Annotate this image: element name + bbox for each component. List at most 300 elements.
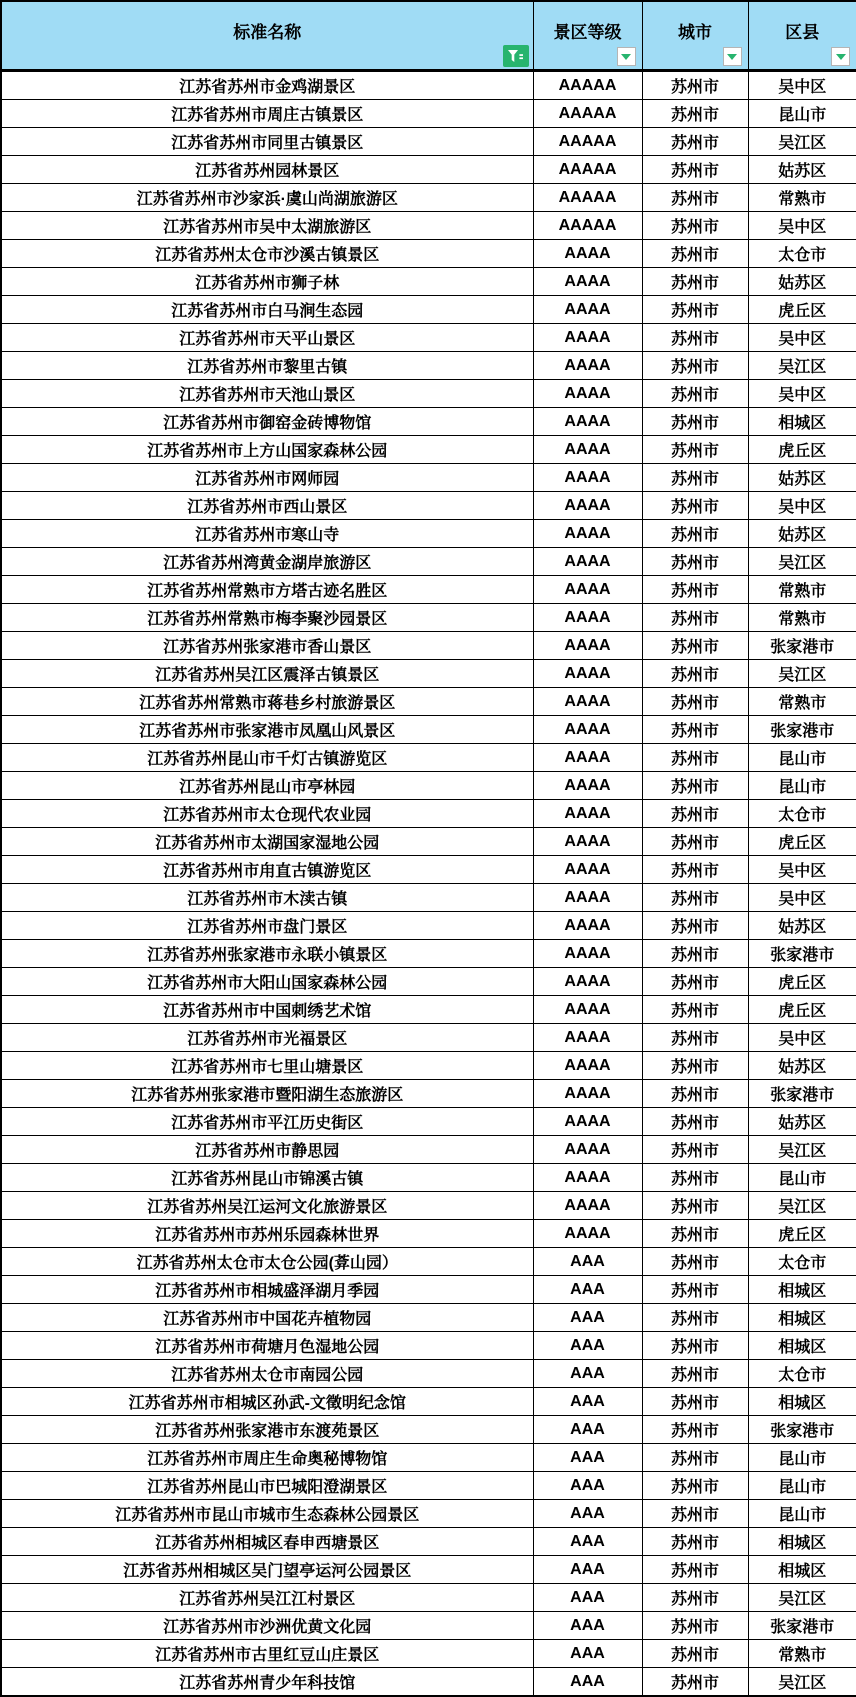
table-row: [1, 1388, 856, 1416]
table-row: [1, 800, 856, 828]
name-cell[interactable]: 江苏省苏州常熟市蒋巷乡村旅游景区: [1, 688, 533, 716]
name-cell[interactable]: 江苏省苏州市相城盛泽湖月季园: [1, 1276, 533, 1304]
city-cell[interactable]: 苏州市: [642, 576, 748, 604]
level-cell[interactable]: AAAA: [533, 380, 642, 408]
name-cell[interactable]: 江苏省苏州市白马涧生态园: [1, 296, 533, 324]
level-cell[interactable]: AAAA: [533, 492, 642, 520]
district-cell[interactable]: 姑苏区: [748, 520, 856, 548]
city-cell[interactable]: 苏州市: [642, 1332, 748, 1360]
level-cell[interactable]: AAA: [533, 1668, 642, 1697]
district-cell[interactable]: 太仓市: [748, 800, 856, 828]
table-row: [1, 1276, 856, 1304]
name-cell[interactable]: 江苏省苏州张家港市永联小镇景区: [1, 940, 533, 968]
level-cell[interactable]: AAAA: [533, 1220, 642, 1248]
chevron-down-icon: [836, 54, 846, 60]
city-cell[interactable]: 苏州市: [642, 1556, 748, 1584]
chevron-down-icon: [727, 54, 737, 60]
name-cell[interactable]: 江苏省苏州市周庄生命奥秘博物馆: [1, 1444, 533, 1472]
district-cell[interactable]: 张家港市: [748, 1416, 856, 1444]
name-cell[interactable]: 江苏省苏州市古里红豆山庄景区: [1, 1640, 533, 1668]
level-cell[interactable]: AAAAA: [533, 71, 642, 100]
district-cell[interactable]: 常熟市: [748, 1640, 856, 1668]
district-cell[interactable]: 常熟市: [748, 604, 856, 632]
level-cell[interactable]: AAA: [533, 1276, 642, 1304]
name-cell[interactable]: 江苏省苏州市沙洲优黄文化园: [1, 1612, 533, 1640]
district-cell[interactable]: 吴江区: [748, 1668, 856, 1697]
level-cell[interactable]: AAAA: [533, 828, 642, 856]
district-cell[interactable]: 吴江区: [748, 548, 856, 576]
city-cell[interactable]: 苏州市: [642, 1220, 748, 1248]
city-cell[interactable]: 苏州市: [642, 1080, 748, 1108]
level-cell[interactable]: AAA: [533, 1332, 642, 1360]
city-cell[interactable]: 苏州市: [642, 884, 748, 912]
name-cell[interactable]: 江苏省苏州张家港市香山景区: [1, 632, 533, 660]
district-cell[interactable]: 虎丘区: [748, 828, 856, 856]
city-cell[interactable]: 苏州市: [642, 492, 748, 520]
level-cell[interactable]: AAA: [533, 1612, 642, 1640]
district-cell[interactable]: 吴江区: [748, 352, 856, 380]
level-cell[interactable]: AAA: [533, 1584, 642, 1612]
column-header-city[interactable]: [642, 1, 748, 71]
level-cell[interactable]: AAAAA: [533, 100, 642, 128]
table-row: [1, 268, 856, 296]
level-cell[interactable]: AAAA: [533, 1052, 642, 1080]
city-cell[interactable]: 苏州市: [642, 1108, 748, 1136]
district-cell[interactable]: 相城区: [748, 408, 856, 436]
name-cell[interactable]: 江苏省苏州太仓市太仓公园(葊山园）: [1, 1248, 533, 1276]
table-row: [1, 1248, 856, 1276]
level-cell[interactable]: AAA: [533, 1304, 642, 1332]
table-row: [1, 1080, 856, 1108]
level-cell[interactable]: AAAA: [533, 296, 642, 324]
district-cell[interactable]: 张家港市: [748, 940, 856, 968]
district-cell[interactable]: 姑苏区: [748, 268, 856, 296]
district-cell[interactable]: 昆山市: [748, 1444, 856, 1472]
level-cell[interactable]: AAAA: [533, 436, 642, 464]
level-cell[interactable]: AAAA: [533, 1108, 642, 1136]
city-cell[interactable]: 苏州市: [642, 1388, 748, 1416]
table-row: [1, 968, 856, 996]
district-cell[interactable]: 吴江区: [748, 1584, 856, 1612]
name-cell[interactable]: 江苏省苏州张家港市暨阳湖生态旅游区: [1, 1080, 533, 1108]
city-cell[interactable]: 苏州市: [642, 772, 748, 800]
level-cell[interactable]: AAAAA: [533, 156, 642, 184]
city-cell[interactable]: 苏州市: [642, 716, 748, 744]
name-cell[interactable]: 江苏省苏州市天平山景区: [1, 324, 533, 352]
level-cell[interactable]: AAAA: [533, 884, 642, 912]
district-cell[interactable]: 常熟市: [748, 184, 856, 212]
district-cell[interactable]: 昆山市: [748, 100, 856, 128]
district-cell[interactable]: 张家港市: [748, 716, 856, 744]
table-row: [1, 436, 856, 464]
district-cell[interactable]: 昆山市: [748, 1164, 856, 1192]
table-row: [1, 1024, 856, 1052]
name-cell[interactable]: 江苏省苏州吴江运河文化旅游景区: [1, 1192, 533, 1220]
level-cell[interactable]: AAAAA: [533, 184, 642, 212]
name-cell[interactable]: 江苏省苏州昆山市亭林园: [1, 772, 533, 800]
name-cell[interactable]: 江苏省苏州市甪直古镇游览区: [1, 856, 533, 884]
district-cell[interactable]: 姑苏区: [748, 1052, 856, 1080]
column-header-name-label: 标准名称: [233, 23, 302, 42]
district-cell[interactable]: 张家港市: [748, 632, 856, 660]
level-cell[interactable]: AAAA: [533, 744, 642, 772]
column-header-level[interactable]: [533, 1, 642, 71]
level-cell[interactable]: AAAA: [533, 268, 642, 296]
district-cell[interactable]: 吴中区: [748, 380, 856, 408]
level-cell[interactable]: AAAA: [533, 520, 642, 548]
table-row: [1, 1136, 856, 1164]
level-cell[interactable]: AAAA: [533, 240, 642, 268]
district-cell[interactable]: 昆山市: [748, 1500, 856, 1528]
table-row: [1, 1304, 856, 1332]
city-cell[interactable]: 苏州市: [642, 828, 748, 856]
level-cell[interactable]: AAAA: [533, 1164, 642, 1192]
district-cell[interactable]: 常熟市: [748, 576, 856, 604]
city-cell[interactable]: 苏州市: [642, 912, 748, 940]
name-cell[interactable]: 江苏省苏州市中国刺绣艺术馆: [1, 996, 533, 1024]
level-cell[interactable]: AAAA: [533, 1136, 642, 1164]
name-cell[interactable]: 江苏省苏州市西山景区: [1, 492, 533, 520]
district-cell[interactable]: 吴江区: [748, 660, 856, 688]
level-cell[interactable]: AAAA: [533, 800, 642, 828]
city-cell[interactable]: 苏州市: [642, 184, 748, 212]
table-row: [1, 940, 856, 968]
level-cell[interactable]: AAAA: [533, 324, 642, 352]
header-row: [1, 1, 856, 71]
name-cell[interactable]: 江苏省苏州市天池山景区: [1, 380, 533, 408]
name-cell[interactable]: 江苏省苏州市太湖国家湿地公园: [1, 828, 533, 856]
level-filter-dropdown-button[interactable]: [617, 47, 636, 66]
chevron-down-icon: [621, 54, 631, 60]
name-cell[interactable]: 江苏省苏州市光福景区: [1, 1024, 533, 1052]
district-cell[interactable]: 吴中区: [748, 71, 856, 100]
city-cell[interactable]: 苏州市: [642, 1584, 748, 1612]
table-body: [1, 71, 856, 1697]
name-cell[interactable]: 江苏省苏州相城区吴门望亭运河公园景区: [1, 1556, 533, 1584]
level-cell[interactable]: AAAA: [533, 856, 642, 884]
name-cell[interactable]: 江苏省苏州市荷塘月色湿地公园: [1, 1332, 533, 1360]
table-row: [1, 1612, 856, 1640]
district-cell[interactable]: 姑苏区: [748, 1108, 856, 1136]
level-cell[interactable]: AAA: [533, 1500, 642, 1528]
city-cell[interactable]: 苏州市: [642, 1668, 748, 1697]
table-row: [1, 1192, 856, 1220]
city-cell[interactable]: 苏州市: [642, 1136, 748, 1164]
district-cell[interactable]: 张家港市: [748, 1612, 856, 1640]
city-cell[interactable]: 苏州市: [642, 996, 748, 1024]
level-cell[interactable]: AAAA: [533, 548, 642, 576]
level-cell[interactable]: AAAA: [533, 660, 642, 688]
city-cell[interactable]: 苏州市: [642, 1024, 748, 1052]
table-row: [1, 1668, 856, 1697]
city-cell[interactable]: 苏州市: [642, 1416, 748, 1444]
city-cell[interactable]: 苏州市: [642, 1500, 748, 1528]
level-cell[interactable]: AAA: [533, 1388, 642, 1416]
district-cell[interactable]: 吴江区: [748, 1136, 856, 1164]
city-cell[interactable]: 苏州市: [642, 744, 748, 772]
table-row: [1, 464, 856, 492]
table-row: [1, 716, 856, 744]
column-header-district-label: 区县: [785, 23, 820, 42]
table-row: [1, 1640, 856, 1668]
level-cell[interactable]: AAAA: [533, 576, 642, 604]
level-cell[interactable]: AAAA: [533, 940, 642, 968]
district-cell[interactable]: 相城区: [748, 1556, 856, 1584]
district-cell[interactable]: 虎丘区: [748, 1220, 856, 1248]
name-cell[interactable]: 江苏省苏州市网师园: [1, 464, 533, 492]
table-row: [1, 1220, 856, 1248]
city-cell[interactable]: 苏州市: [642, 380, 748, 408]
name-cell[interactable]: 江苏省苏州昆山市千灯古镇游览区: [1, 744, 533, 772]
name-cell[interactable]: 江苏省苏州市七里山塘景区: [1, 1052, 533, 1080]
name-cell[interactable]: 江苏省苏州市御窑金砖博物馆: [1, 408, 533, 436]
city-cell[interactable]: 苏州市: [642, 688, 748, 716]
city-cell[interactable]: 苏州市: [642, 71, 748, 100]
table-row: [1, 660, 856, 688]
level-cell[interactable]: AAA: [533, 1640, 642, 1668]
name-cell[interactable]: 江苏省苏州相城区春申西塘景区: [1, 1528, 533, 1556]
name-cell[interactable]: 江苏省苏州太仓市南园公园: [1, 1360, 533, 1388]
district-cell[interactable]: 相城区: [748, 1332, 856, 1360]
table-row: [1, 156, 856, 184]
district-cell[interactable]: 虎丘区: [748, 968, 856, 996]
name-cell[interactable]: 江苏省苏州市盘门景区: [1, 912, 533, 940]
level-cell[interactable]: AAA: [533, 1472, 642, 1500]
level-cell[interactable]: AAAA: [533, 1192, 642, 1220]
name-cell[interactable]: 江苏省苏州园林景区: [1, 156, 533, 184]
name-cell[interactable]: 江苏省苏州吴江江村景区: [1, 1584, 533, 1612]
level-cell[interactable]: AAAA: [533, 688, 642, 716]
name-cell[interactable]: 江苏省苏州昆山市巴城阳澄湖景区: [1, 1472, 533, 1500]
level-cell[interactable]: AAAA: [533, 968, 642, 996]
table-row: [1, 492, 856, 520]
district-cell[interactable]: 张家港市: [748, 1080, 856, 1108]
district-cell[interactable]: 吴中区: [748, 1024, 856, 1052]
level-cell[interactable]: AAA: [533, 1528, 642, 1556]
table-row: [1, 548, 856, 576]
district-cell[interactable]: 姑苏区: [748, 464, 856, 492]
city-cell[interactable]: 苏州市: [642, 968, 748, 996]
district-cell[interactable]: 常熟市: [748, 688, 856, 716]
city-cell[interactable]: 苏州市: [642, 408, 748, 436]
city-cell[interactable]: 苏州市: [642, 436, 748, 464]
table-row: [1, 1444, 856, 1472]
city-cell[interactable]: 苏州市: [642, 212, 748, 240]
city-cell[interactable]: 苏州市: [642, 520, 748, 548]
name-cell[interactable]: 江苏省苏州市黎里古镇: [1, 352, 533, 380]
level-cell[interactable]: AAA: [533, 1360, 642, 1388]
table-header: [1, 1, 856, 71]
district-cell[interactable]: 虎丘区: [748, 436, 856, 464]
city-cell[interactable]: 苏州市: [642, 1248, 748, 1276]
filter-funnel-button[interactable]: [503, 45, 529, 67]
name-cell[interactable]: 江苏省苏州市上方山国家森林公园: [1, 436, 533, 464]
level-cell[interactable]: AAAA: [533, 996, 642, 1024]
level-cell[interactable]: AAAA: [533, 912, 642, 940]
name-cell[interactable]: 江苏省苏州市寒山寺: [1, 520, 533, 548]
level-cell[interactable]: AAA: [533, 1248, 642, 1276]
column-header-level-label: 景区等级: [553, 23, 622, 42]
table-row: [1, 1528, 856, 1556]
name-cell[interactable]: 江苏省苏州市平江历史街区: [1, 1108, 533, 1136]
name-cell[interactable]: 江苏省苏州市昆山市城市生态森林公园景区: [1, 1500, 533, 1528]
city-cell[interactable]: 苏州市: [642, 1528, 748, 1556]
table-row: [1, 1052, 856, 1080]
name-cell[interactable]: 江苏省苏州市吴中太湖旅游区: [1, 212, 533, 240]
city-cell[interactable]: 苏州市: [642, 1640, 748, 1668]
column-header-district[interactable]: [748, 1, 856, 71]
district-cell[interactable]: 昆山市: [748, 772, 856, 800]
district-filter-dropdown-button[interactable]: [831, 47, 850, 66]
city-cell[interactable]: 苏州市: [642, 324, 748, 352]
city-cell[interactable]: 苏州市: [642, 296, 748, 324]
level-cell[interactable]: AAAAA: [533, 128, 642, 156]
name-cell[interactable]: 江苏省苏州湾黄金湖岸旅游区: [1, 548, 533, 576]
city-cell[interactable]: 苏州市: [642, 940, 748, 968]
table-row: [1, 576, 856, 604]
city-cell[interactable]: 苏州市: [642, 1164, 748, 1192]
city-cell[interactable]: 苏州市: [642, 128, 748, 156]
table-row: [1, 1472, 856, 1500]
district-cell[interactable]: 虎丘区: [748, 996, 856, 1024]
city-cell[interactable]: 苏州市: [642, 1304, 748, 1332]
level-cell[interactable]: AAAA: [533, 604, 642, 632]
level-cell[interactable]: AAA: [533, 1416, 642, 1444]
name-cell[interactable]: 江苏省苏州常熟市梅李聚沙园景区: [1, 604, 533, 632]
table-row: [1, 352, 856, 380]
table-row: [1, 688, 856, 716]
table-row: [1, 1556, 856, 1584]
city-cell[interactable]: 苏州市: [642, 1360, 748, 1388]
city-cell[interactable]: 苏州市: [642, 1192, 748, 1220]
district-cell[interactable]: 虎丘区: [748, 296, 856, 324]
table-row: [1, 212, 856, 240]
city-cell[interactable]: 苏州市: [642, 1052, 748, 1080]
city-cell[interactable]: 苏州市: [642, 632, 748, 660]
level-cell[interactable]: AAAA: [533, 464, 642, 492]
name-cell[interactable]: 江苏省苏州市金鸡湖景区: [1, 71, 533, 100]
table-row: [1, 1332, 856, 1360]
district-cell[interactable]: 吴中区: [748, 212, 856, 240]
district-cell[interactable]: 相城区: [748, 1304, 856, 1332]
table-row: [1, 744, 856, 772]
name-cell[interactable]: 江苏省苏州市张家港市凤凰山风景区: [1, 716, 533, 744]
city-filter-dropdown-button[interactable]: [723, 47, 742, 66]
table-row: [1, 1108, 856, 1136]
table-row: [1, 100, 856, 128]
district-cell[interactable]: 太仓市: [748, 240, 856, 268]
table-row: [1, 520, 856, 548]
level-cell[interactable]: AAAAA: [533, 212, 642, 240]
level-cell[interactable]: AAA: [533, 1556, 642, 1584]
name-cell[interactable]: 江苏省苏州市中国花卉植物园: [1, 1304, 533, 1332]
city-cell[interactable]: 苏州市: [642, 1276, 748, 1304]
table-row: [1, 912, 856, 940]
city-cell[interactable]: 苏州市: [642, 464, 748, 492]
name-cell[interactable]: 江苏省苏州昆山市锦溪古镇: [1, 1164, 533, 1192]
level-cell[interactable]: AAAA: [533, 716, 642, 744]
city-cell[interactable]: 苏州市: [642, 1472, 748, 1500]
name-cell[interactable]: 江苏省苏州市狮子林: [1, 268, 533, 296]
city-cell[interactable]: 苏州市: [642, 352, 748, 380]
district-cell[interactable]: 相城区: [748, 1388, 856, 1416]
district-cell[interactable]: 吴中区: [748, 884, 856, 912]
city-cell[interactable]: 苏州市: [642, 660, 748, 688]
level-cell[interactable]: AAAA: [533, 1024, 642, 1052]
table-row: [1, 71, 856, 100]
city-cell[interactable]: 苏州市: [642, 268, 748, 296]
level-cell[interactable]: AAAA: [533, 352, 642, 380]
district-cell[interactable]: 吴中区: [748, 324, 856, 352]
district-cell[interactable]: 昆山市: [748, 1472, 856, 1500]
district-cell[interactable]: 吴中区: [748, 492, 856, 520]
name-cell[interactable]: 江苏省苏州青少年科技馆: [1, 1668, 533, 1697]
name-cell[interactable]: 江苏省苏州市同里古镇景区: [1, 128, 533, 156]
district-cell[interactable]: 太仓市: [748, 1248, 856, 1276]
table-row: [1, 884, 856, 912]
table-row: [1, 324, 856, 352]
table-row: [1, 408, 856, 436]
level-cell[interactable]: AAAA: [533, 772, 642, 800]
table-row: [1, 828, 856, 856]
name-cell[interactable]: 江苏省苏州市相城区孙武-文徵明纪念馆: [1, 1388, 533, 1416]
district-cell[interactable]: 吴江区: [748, 1192, 856, 1220]
name-cell[interactable]: 江苏省苏州市静思园: [1, 1136, 533, 1164]
city-cell[interactable]: 苏州市: [642, 1444, 748, 1472]
table-row: [1, 1500, 856, 1528]
city-cell[interactable]: 苏州市: [642, 604, 748, 632]
city-cell[interactable]: 苏州市: [642, 800, 748, 828]
level-cell[interactable]: AAAA: [533, 408, 642, 436]
table-row: [1, 240, 856, 268]
column-header-city-label: 城市: [678, 23, 712, 42]
name-cell[interactable]: 江苏省苏州市大阳山国家森林公园: [1, 968, 533, 996]
table-row: [1, 632, 856, 660]
district-cell[interactable]: 昆山市: [748, 744, 856, 772]
name-cell[interactable]: 江苏省苏州市太仓现代农业园: [1, 800, 533, 828]
name-cell[interactable]: 江苏省苏州市苏州乐园森林世界: [1, 1220, 533, 1248]
table-row: [1, 184, 856, 212]
column-header-name[interactable]: [1, 1, 533, 71]
district-cell[interactable]: 太仓市: [748, 1360, 856, 1388]
level-cell[interactable]: AAAA: [533, 1080, 642, 1108]
city-cell[interactable]: 苏州市: [642, 1612, 748, 1640]
name-cell[interactable]: 江苏省苏州市木渎古镇: [1, 884, 533, 912]
city-cell[interactable]: 苏州市: [642, 240, 748, 268]
name-cell[interactable]: 江苏省苏州常熟市方塔古迹名胜区: [1, 576, 533, 604]
city-cell[interactable]: 苏州市: [642, 856, 748, 884]
name-cell[interactable]: 江苏省苏州太仓市沙溪古镇景区: [1, 240, 533, 268]
name-cell[interactable]: 江苏省苏州吴江区震泽古镇景区: [1, 660, 533, 688]
city-cell[interactable]: 苏州市: [642, 100, 748, 128]
district-cell[interactable]: 吴江区: [748, 128, 856, 156]
table-row: [1, 856, 856, 884]
level-cell[interactable]: AAAA: [533, 632, 642, 660]
level-cell[interactable]: AAA: [533, 1444, 642, 1472]
name-cell[interactable]: 江苏省苏州市沙家浜·虞山尚湖旅游区: [1, 184, 533, 212]
name-cell[interactable]: 江苏省苏州市周庄古镇景区: [1, 100, 533, 128]
district-cell[interactable]: 相城区: [748, 1528, 856, 1556]
district-cell[interactable]: 姑苏区: [748, 912, 856, 940]
city-cell[interactable]: 苏州市: [642, 548, 748, 576]
table-row: [1, 1584, 856, 1612]
city-cell[interactable]: 苏州市: [642, 156, 748, 184]
name-cell[interactable]: 江苏省苏州张家港市东渡苑景区: [1, 1416, 533, 1444]
district-cell[interactable]: 相城区: [748, 1276, 856, 1304]
table-row: [1, 128, 856, 156]
district-cell[interactable]: 姑苏区: [748, 156, 856, 184]
district-cell[interactable]: 吴中区: [748, 856, 856, 884]
